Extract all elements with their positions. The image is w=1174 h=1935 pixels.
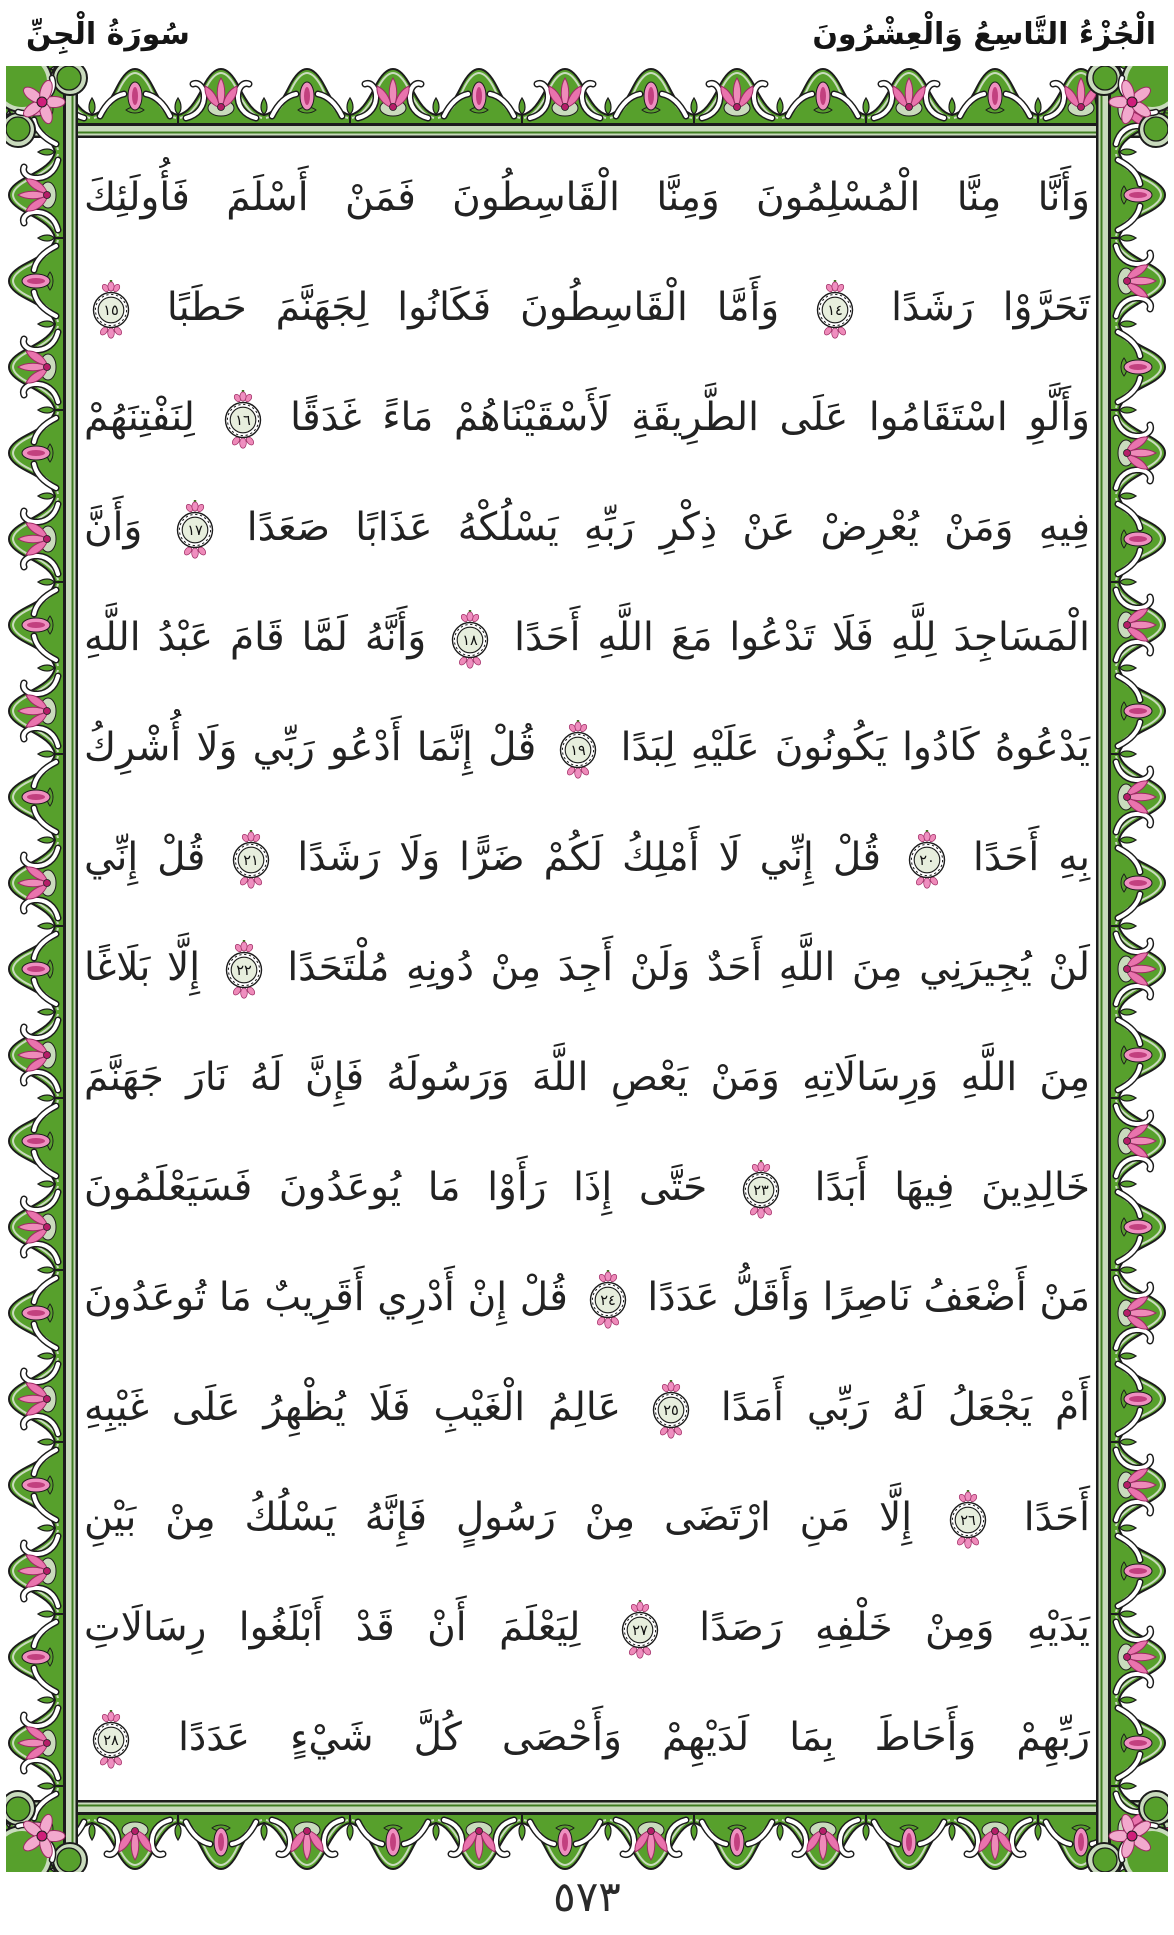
verse-marker xyxy=(89,280,133,340)
ayah-text: قُلْ إِنَّمَا أَدْعُو رَبِّي وَلَا أُشْرِكُ xyxy=(84,725,537,770)
verse-marker xyxy=(905,830,949,890)
verse-number: ١٤ xyxy=(827,302,843,319)
ayah-text: وَأَمَّا الْقَاسِطُونَ فَكَانُوا لِجَهَنَّمَ حَطَبًا xyxy=(166,285,780,330)
ayah-text: الْمَسَاجِدَ لِلَّهِ فَلَا تَدْعُوا مَعَ اللَّهِ أَحَدًا xyxy=(514,615,1090,660)
ayah-text: قُلْ إِنْ أَدْرِي أَقَرِيبٌ مَا تُوعَدُونَ xyxy=(84,1275,568,1320)
verse-number: ١٥ xyxy=(103,302,119,319)
ayah-text: وَأَنَّهُ لَمَّا قَامَ عَبْدُ اللَّهِ xyxy=(84,615,427,660)
quran-line xyxy=(84,254,1090,364)
verse-marker xyxy=(448,610,492,670)
ayah-text: حَتَّى إِذَا رَأَوْا مَا يُوعَدُونَ فَسَيَعْلَمُونَ xyxy=(84,1165,708,1210)
quran-line xyxy=(84,1684,1090,1794)
quran-line xyxy=(84,1354,1090,1464)
verse-number: ٢١ xyxy=(243,852,260,869)
border-band-right xyxy=(1096,66,1168,1872)
verse-number: ١٦ xyxy=(234,412,251,429)
verse-marker xyxy=(649,1380,693,1440)
ayah-text: إِلَّا بَلَاغًا xyxy=(84,945,201,990)
verse-marker xyxy=(222,940,266,1000)
ayah-text: قُلْ إِنِّي لَا أَمْلِكُ لَكُمْ ضَرًّا وَلَا رَشَدًا xyxy=(297,835,882,880)
border-band-bottom xyxy=(6,1800,1168,1872)
verse-marker xyxy=(946,1490,990,1550)
quran-line xyxy=(84,1244,1090,1354)
ayah-text: لِنَفْتِنَهُمْ xyxy=(84,395,195,440)
verse-number: ١٧ xyxy=(186,522,203,539)
verse-marker xyxy=(221,390,265,450)
verse-marker xyxy=(618,1600,662,1660)
verse-number: ٢٣ xyxy=(753,1182,769,1199)
quran-line xyxy=(84,914,1090,1024)
ayah-text: تَحَرَّوْا رَشَدًا xyxy=(891,285,1091,330)
quran-line xyxy=(84,474,1090,584)
ayah-text: فِيهِ وَمَنْ يُعْرِضْ عَنْ ذِكْرِ رَبِّهِ يَسْلُكْهُ عَذَابًا صَعَدًا xyxy=(246,505,1091,550)
juz-title: الْجُزْءُ التَّاسِعُ وَالْعِشْرُونَ xyxy=(812,17,1156,52)
verse-number: ٢٨ xyxy=(103,1732,119,1749)
verse-marker xyxy=(173,500,217,560)
border-band-top xyxy=(6,66,1168,138)
quran-line xyxy=(84,1134,1090,1244)
verse-number: ٢٧ xyxy=(632,1622,648,1639)
ayah-text: وَأَنَّ xyxy=(84,505,143,550)
ayah-text: إِلَّا مَنِ ارْتَضَى مِنْ رَسُولٍ فَإِنَّهُ يَسْلُكُ مِنْ بَيْنِ xyxy=(84,1495,913,1540)
ayah-text: وَأَنَّا مِنَّا الْمُسْلِمُونَ وَمِنَّا الْقَاسِطُونَ فَمَنْ أَسْلَمَ فَأُولَئِكَ xyxy=(84,175,1090,220)
ayah-text: أَمْ يَجْعَلُ لَهُ رَبِّي أَمَدًا xyxy=(720,1385,1091,1430)
verse-number: ٢٢ xyxy=(235,962,252,979)
quran-line xyxy=(84,364,1090,474)
quran-line xyxy=(84,1574,1090,1684)
ayah-text: رَبِّهِمْ وَأَحَاطَ بِمَا لَدَيْهِمْ وَأَحْصَى كُلَّ شَيْءٍ عَدَدًا xyxy=(178,1715,1090,1760)
ayah-text: عَالِمُ الْغَيْبِ فَلَا يُظْهِرُ عَلَى غَيْبِهِ xyxy=(84,1385,622,1430)
verse-number: ٢٤ xyxy=(599,1292,616,1309)
ayah-text: لَنْ يُجِيرَنِي مِنَ اللَّهِ أَحَدٌ وَلَنْ أَجِدَ مِنْ دُونِهِ مُلْتَحَدًا xyxy=(287,945,1090,990)
ayah-text: مَنْ أَضْعَفُ نَاصِرًا وَأَقَلُّ عَدَدًا xyxy=(647,1275,1090,1320)
ayah-text: مِنَ اللَّهِ وَرِسَالَاتِهِ وَمَنْ يَعْصِ اللَّهَ وَرَسُولَهُ فَإِنَّ لَهُ نَارَ جَهَنَّمَ xyxy=(84,1055,1090,1100)
ayah-text: أَحَدًا xyxy=(1023,1495,1090,1540)
quran-line xyxy=(84,584,1090,694)
verse-marker xyxy=(739,1160,783,1220)
page-number: ٥٧٣ xyxy=(553,1872,621,1921)
ayah-text: خَالِدِينَ فِيهَا أَبَدًا xyxy=(814,1165,1091,1210)
border-band-left xyxy=(6,66,78,1872)
verse-number: ٢٥ xyxy=(663,1402,679,1419)
quran-line xyxy=(84,694,1090,804)
surah-title: سُورَةُ الْجِنِّ xyxy=(26,17,190,52)
ayah-text: يَدْعُوهُ كَادُوا يَكُونُونَ عَلَيْهِ لِبَدًا xyxy=(620,725,1090,770)
quran-line xyxy=(84,804,1090,914)
verse-number: ١٨ xyxy=(462,632,478,649)
quran-line xyxy=(84,1024,1090,1134)
ayah-text: يَدَيْهِ وَمِنْ خَلْفِهِ رَصَدًا xyxy=(699,1605,1090,1650)
quran-line xyxy=(84,144,1090,254)
verse-number: ١٩ xyxy=(570,742,587,759)
verse-marker xyxy=(89,1710,133,1770)
quran-text-area xyxy=(84,144,1090,1794)
ayah-text: بِهِ أَحَدًا xyxy=(973,835,1090,880)
verse-marker xyxy=(556,720,600,780)
ayah-text: وَأَلَّوِ اسْتَقَامُوا عَلَى الطَّرِيقَةِ لَأَسْقَيْنَاهُمْ مَاءً غَدَقًا xyxy=(290,395,1090,440)
verse-number: ٢٠ xyxy=(919,852,935,869)
quran-line xyxy=(84,1464,1090,1574)
ayah-text: لِيَعْلَمَ أَنْ قَدْ أَبْلَغُوا رِسَالَاتِ xyxy=(84,1605,581,1650)
ayah-text: قُلْ إِنِّي xyxy=(84,835,206,880)
verse-marker xyxy=(586,1270,630,1330)
verse-marker xyxy=(229,830,273,890)
verse-marker xyxy=(813,280,857,340)
verse-number: ٢٦ xyxy=(960,1512,976,1529)
